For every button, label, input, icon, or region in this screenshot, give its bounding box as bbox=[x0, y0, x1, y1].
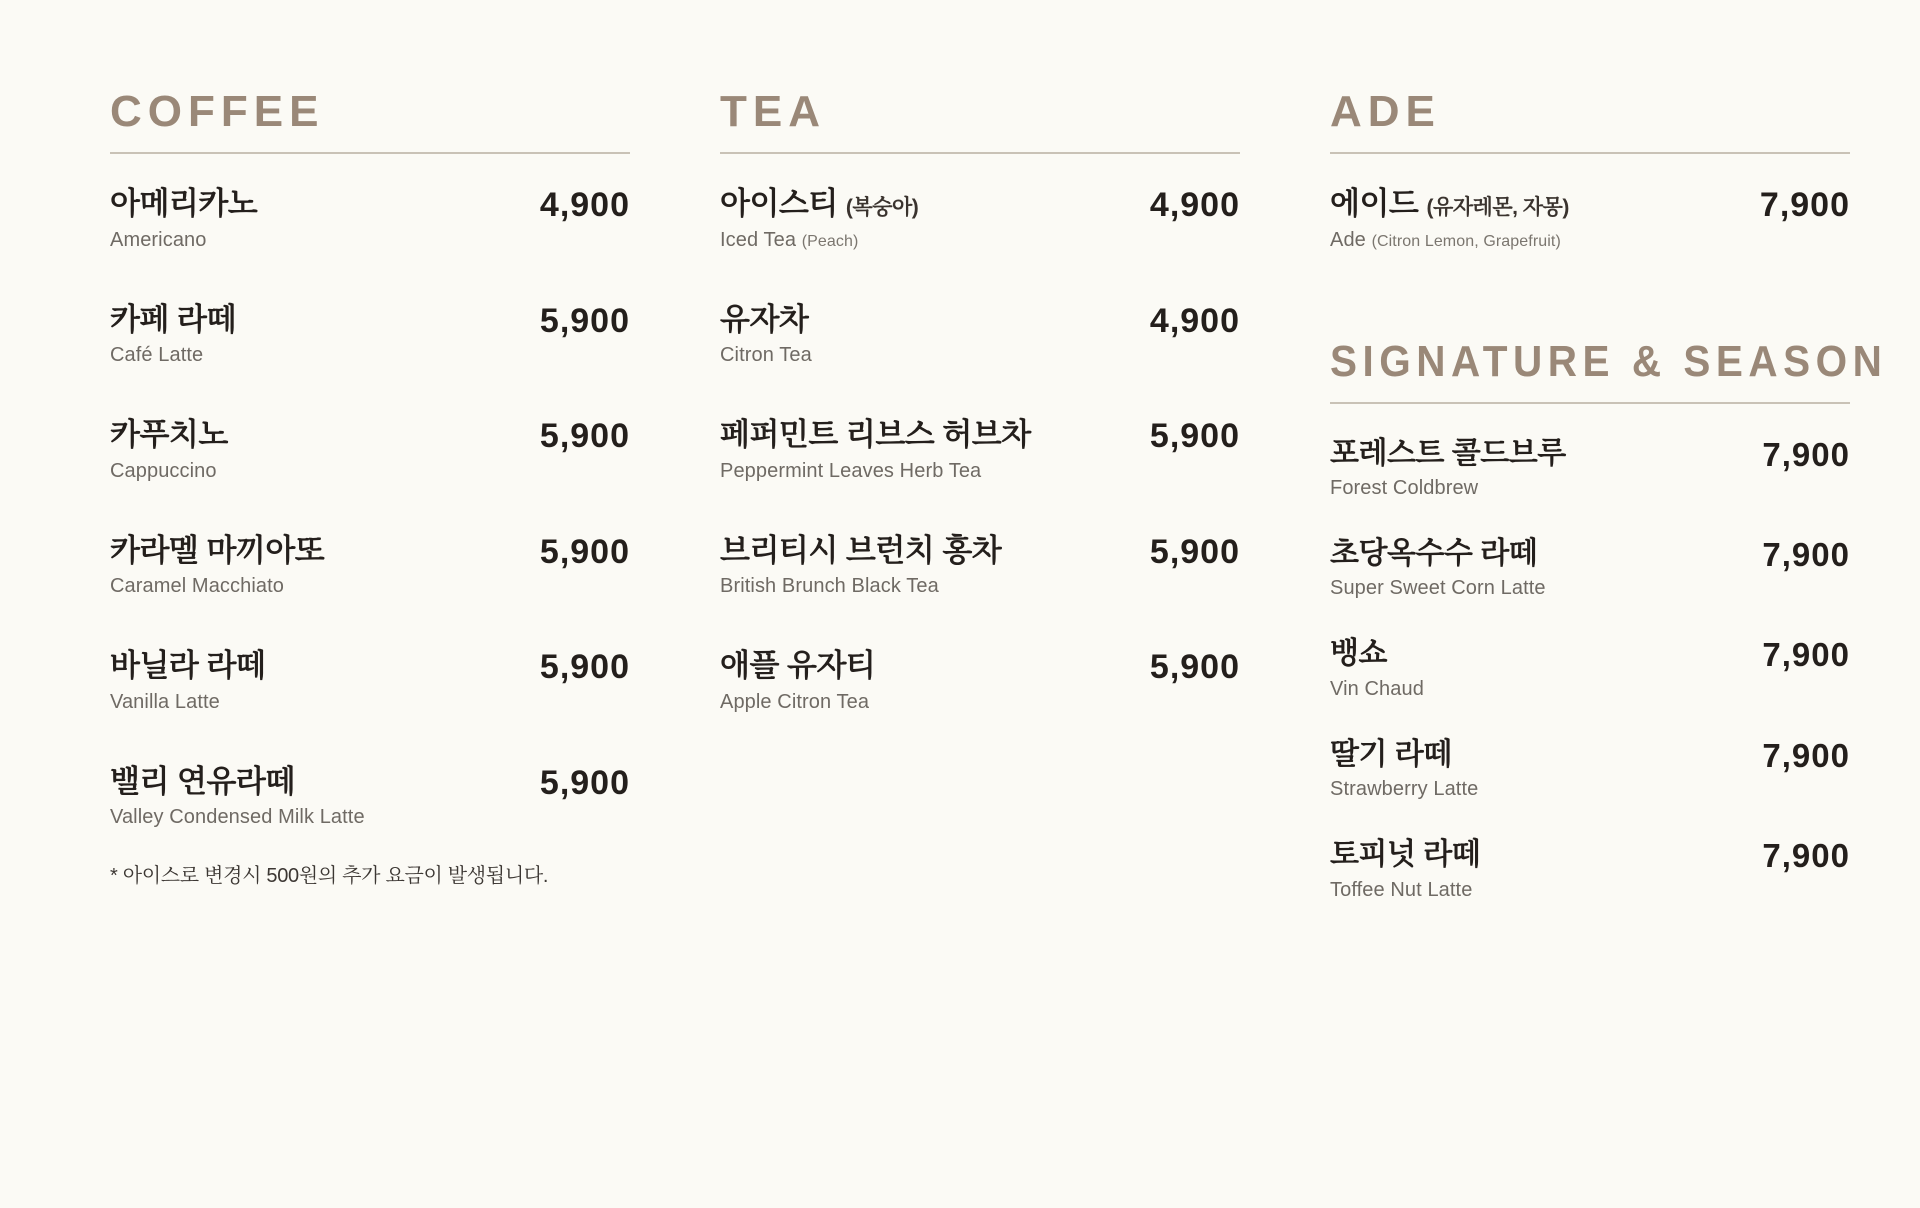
menu-item-names bbox=[110, 186, 540, 252]
menu-item-name-en: Americano bbox=[110, 228, 207, 251]
menu-item-name-ko: 브리티시 브런치 홍차 bbox=[720, 532, 1002, 568]
menu-columns bbox=[110, 87, 1888, 938]
menu-item-names bbox=[1330, 436, 1762, 500]
menu-item-price: 7,900 bbox=[1759, 186, 1850, 224]
menu-item-name-en: British Brunch Black Tea bbox=[720, 575, 939, 598]
menu-item-names bbox=[720, 186, 1150, 252]
menu-item-names bbox=[1330, 186, 1760, 252]
menu-item-price: 7,900 bbox=[1762, 837, 1850, 875]
menu-item-names bbox=[720, 417, 1150, 483]
menu-item-name-en bbox=[1330, 229, 1742, 252]
section-divider-signature bbox=[1330, 402, 1850, 404]
menu-item bbox=[1330, 636, 1850, 700]
menu-item-name-en-note: (Citron Lemon, Grapefruit) bbox=[1371, 232, 1561, 250]
menu-item-price: 5,900 bbox=[1149, 532, 1240, 571]
section-title-signature: SIGNATURE & SEASON bbox=[1330, 336, 1888, 386]
menu-item-name-ko-main: 에이드 bbox=[1330, 186, 1419, 221]
menu-item-price: 5,900 bbox=[1149, 648, 1240, 687]
menu-item-price: 5,900 bbox=[1149, 417, 1240, 456]
menu-item-name-ko: 밸리 연유라떼 bbox=[110, 763, 295, 799]
menu-item-name-ko: 토피넛 라떼 bbox=[1330, 838, 1481, 872]
menu-item-name-ko-note: (복숭아) bbox=[845, 196, 919, 219]
menu-item-name-en: Café Latte bbox=[110, 344, 204, 367]
section-divider-tea bbox=[720, 152, 1240, 154]
menu-item bbox=[110, 533, 630, 599]
menu-item-name-ko: 바닐라 라떼 bbox=[110, 648, 266, 684]
menu-item-name-en: Caramel Macchiato bbox=[110, 575, 284, 598]
menu-item-price: 7,900 bbox=[1762, 636, 1850, 674]
menu-item-name-en: Peppermint Leaves Herb Tea bbox=[720, 459, 982, 482]
section-spacer bbox=[1330, 282, 1850, 340]
coffee-footnote: * 아이스로 변경시 500원의 추가 요금이 발생됩니다. bbox=[110, 865, 549, 888]
menu-item-name-en: Cappuccino bbox=[110, 459, 217, 482]
menu-item-name-en: Strawberry Latte bbox=[1330, 778, 1479, 801]
menu-column-tea bbox=[720, 87, 1240, 764]
section-title-ade: ADE bbox=[1330, 87, 1441, 136]
menu-item-name-ko: 초당옥수수 라떼 bbox=[1330, 536, 1538, 570]
menu-item-names bbox=[110, 302, 540, 368]
menu-item-name-en: Apple Citron Tea bbox=[720, 690, 870, 713]
menu-item-name-ko: 카페 라떼 bbox=[110, 301, 236, 337]
menu-item bbox=[110, 186, 630, 252]
menu-item bbox=[1330, 536, 1850, 600]
menu-item-name-ko-main: 아이스티 bbox=[720, 186, 838, 221]
menu-item-price: 7,900 bbox=[1762, 535, 1850, 573]
menu-item-names bbox=[110, 764, 540, 830]
menu-item-name-ko: 카푸치노 bbox=[110, 417, 228, 453]
menu-column-ade bbox=[1330, 87, 1888, 938]
menu-item bbox=[720, 533, 1240, 599]
menu-item-price: 4,900 bbox=[539, 186, 630, 224]
menu-item-name-ko: 딸기 라떼 bbox=[1330, 737, 1452, 771]
menu-item-names bbox=[720, 533, 1150, 599]
menu-item-name-en: Citron Tea bbox=[720, 344, 812, 367]
menu-item-name-ko: 유자차 bbox=[720, 301, 809, 337]
menu-item-name-en-note: (Peach) bbox=[801, 232, 859, 250]
menu-column-coffee bbox=[110, 87, 630, 888]
menu-item-name-en: Toffee Nut Latte bbox=[1330, 878, 1473, 901]
menu-item-names bbox=[1330, 536, 1762, 600]
menu-item-names bbox=[720, 648, 1150, 714]
menu-item-names bbox=[1330, 636, 1762, 700]
menu-item-name-ko: 카라멜 마끼아또 bbox=[110, 532, 325, 568]
menu-item-names bbox=[1330, 837, 1762, 901]
menu-item-price: 5,900 bbox=[539, 648, 630, 687]
menu-item bbox=[1330, 186, 1850, 252]
menu-item-names bbox=[110, 533, 540, 599]
menu-item bbox=[1330, 837, 1850, 901]
menu-item-price: 5,900 bbox=[539, 763, 630, 802]
menu-item bbox=[720, 417, 1240, 483]
menu-item-names bbox=[110, 648, 540, 714]
menu-item-names bbox=[1330, 737, 1762, 801]
menu-item-price: 4,900 bbox=[1149, 186, 1240, 224]
menu-item-name-ko bbox=[1330, 186, 1742, 223]
menu-item-price: 7,900 bbox=[1762, 435, 1850, 473]
menu-item bbox=[110, 648, 630, 714]
menu-item-name-ko bbox=[720, 186, 1132, 223]
menu-item bbox=[720, 302, 1240, 368]
menu-item-name-ko: 뱅쇼 bbox=[1330, 637, 1387, 671]
section-divider-coffee bbox=[110, 152, 630, 154]
menu-item-name-en: Super Sweet Corn Latte bbox=[1330, 577, 1546, 600]
menu-item bbox=[110, 764, 630, 830]
menu-item-name-ko: 포레스트 콜드브루 bbox=[1330, 436, 1566, 470]
menu-item-names bbox=[720, 302, 1150, 368]
menu-item bbox=[1330, 737, 1850, 801]
menu-item-name-ko-note: (유자레몬, 자몽) bbox=[1426, 196, 1569, 219]
section-divider-ade bbox=[1330, 152, 1850, 154]
menu-item-name-en-main: Ade bbox=[1330, 228, 1366, 251]
menu-item-price: 5,900 bbox=[539, 532, 630, 571]
menu-item-name-en: Valley Condensed Milk Latte bbox=[110, 806, 365, 829]
menu-item-name-en-main: Iced Tea bbox=[720, 228, 797, 251]
menu-item-name-en: Forest Coldbrew bbox=[1330, 476, 1479, 499]
menu-item bbox=[1330, 436, 1850, 500]
menu-item-price: 7,900 bbox=[1762, 736, 1850, 774]
menu-item bbox=[720, 648, 1240, 714]
menu-item bbox=[110, 417, 630, 483]
menu-item-names bbox=[110, 417, 540, 483]
menu-item-price: 5,900 bbox=[539, 301, 630, 340]
section-title-tea: TEA bbox=[720, 87, 826, 136]
menu-item-name-en: Vanilla Latte bbox=[110, 690, 220, 713]
menu-item bbox=[720, 186, 1240, 252]
menu-item-name-en bbox=[720, 229, 1132, 252]
section-title-coffee: COFFEE bbox=[110, 87, 325, 136]
menu-item-name-en: Vin Chaud bbox=[1330, 677, 1424, 700]
menu-item-name-ko: 애플 유자티 bbox=[720, 648, 876, 684]
menu-item bbox=[110, 302, 630, 368]
menu-item-name-ko: 페퍼민트 리브스 허브차 bbox=[720, 417, 1031, 453]
menu-item-price: 4,900 bbox=[1149, 301, 1240, 340]
menu-item-price: 5,900 bbox=[539, 417, 630, 456]
menu-item-name-ko: 아메리카노 bbox=[110, 186, 258, 221]
